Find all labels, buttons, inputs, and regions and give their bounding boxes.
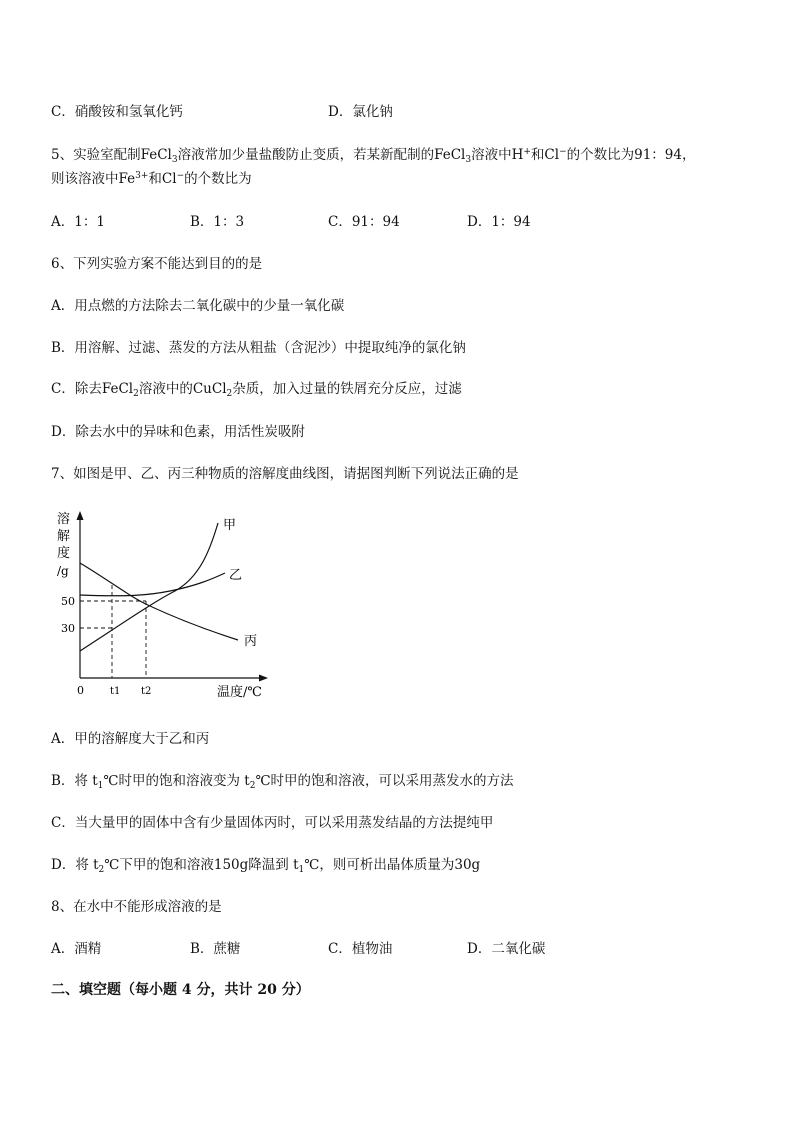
q6-stem: 6、下列实验方案不能达到目的的是 — [51, 256, 263, 272]
curve-label-yi: 乙 — [229, 568, 243, 583]
q6-option-d: D．除去水中的异味和色素，用活性炭吸附 — [51, 424, 305, 440]
q8-option-c: C．植物油 — [328, 941, 393, 957]
q7-option-b: B．将 $t_1℃$时甲的饱和溶液变为 $t_2℃$时甲的饱和溶液，可以采用蒸发水的方法 — [51, 773, 514, 791]
curve-bing — [80, 563, 238, 640]
x-tick-t1: t1 — [110, 686, 121, 697]
y-axis-label-2: 解 — [57, 529, 71, 544]
y-axis-label-3: 度 — [57, 546, 71, 561]
q4-option-c: C．硝酸铵和氢氧化钙 — [51, 104, 183, 120]
y-tick-50: 50 — [61, 595, 75, 608]
y-axis-label-1: 溶 — [57, 512, 71, 527]
q8-stem: 8、在水中不能形成溶液的是 — [51, 899, 222, 915]
q4-option-d: D．氯化钠 — [328, 104, 393, 120]
q5-option-a: A．1：1 — [51, 214, 105, 230]
x-axis-label: 温度/℃ — [217, 685, 262, 700]
q5-option-b: B．1：3 — [190, 214, 245, 230]
q7-stem: 7、如图是甲、乙、丙三种物质的溶解度曲线图，请据图判断下列说法正确的是 — [51, 466, 519, 482]
x-axis-arrow — [259, 675, 268, 682]
q8-option-d: D．二氧化碳 — [467, 941, 546, 957]
q5-stem-line2: 则该溶液中$Fe^{3+}$和Cl−的个数比为 — [51, 171, 252, 187]
y-axis-label-4: /g — [57, 564, 69, 578]
q5-option-d: D．1：94 — [467, 214, 531, 230]
q7-option-c: C．当大量甲的固体中含有少量固体丙时，可以采用蒸发结晶的方法提纯甲 — [51, 815, 494, 831]
q6-option-c: C．除去FeCl$_2$溶液中的CuCl$_2$杂质，加入过量的铁屑充分反应，过滤 — [51, 381, 462, 399]
q5-option-c: C．91：94 — [328, 214, 400, 230]
solubility-curve-chart — [50, 505, 280, 705]
curve-jia — [80, 523, 218, 651]
q5-stem-line1: 5、实验室配制FeCl$_3$溶液常加少量盐酸防止变质，若某新配制的FeCl$_3$溶液中H+和Cl−的个数比为91：94， — [51, 147, 696, 165]
q8-option-b: B．蔗糖 — [190, 941, 241, 957]
y-axis-arrow — [77, 511, 84, 520]
origin-label: 0 — [77, 684, 84, 697]
x-tick-t2: t2 — [141, 686, 152, 697]
q6-option-b: B．用溶解、过滤、蒸发的方法从粗盐（含泥沙）中提取纯净的氯化钠 — [51, 340, 466, 356]
curve-label-bing: 丙 — [244, 634, 258, 649]
q7-option-a: A．甲的溶解度大于乙和丙 — [51, 731, 210, 747]
section-2-title: 二、填空题（每小题 4 分，共计 20 分） — [51, 982, 310, 998]
curve-label-jia: 甲 — [223, 518, 237, 533]
q7-option-d: D．将 $t_2℃$下甲的饱和溶液150g降温到 $t_1℃$，则可析出晶体质量为30g — [51, 857, 481, 875]
q6-option-a: A．用点燃的方法除去二氧化碳中的少量一氧化碳 — [51, 298, 345, 314]
q8-option-a: A．酒精 — [51, 941, 102, 957]
y-tick-30: 30 — [61, 622, 75, 635]
